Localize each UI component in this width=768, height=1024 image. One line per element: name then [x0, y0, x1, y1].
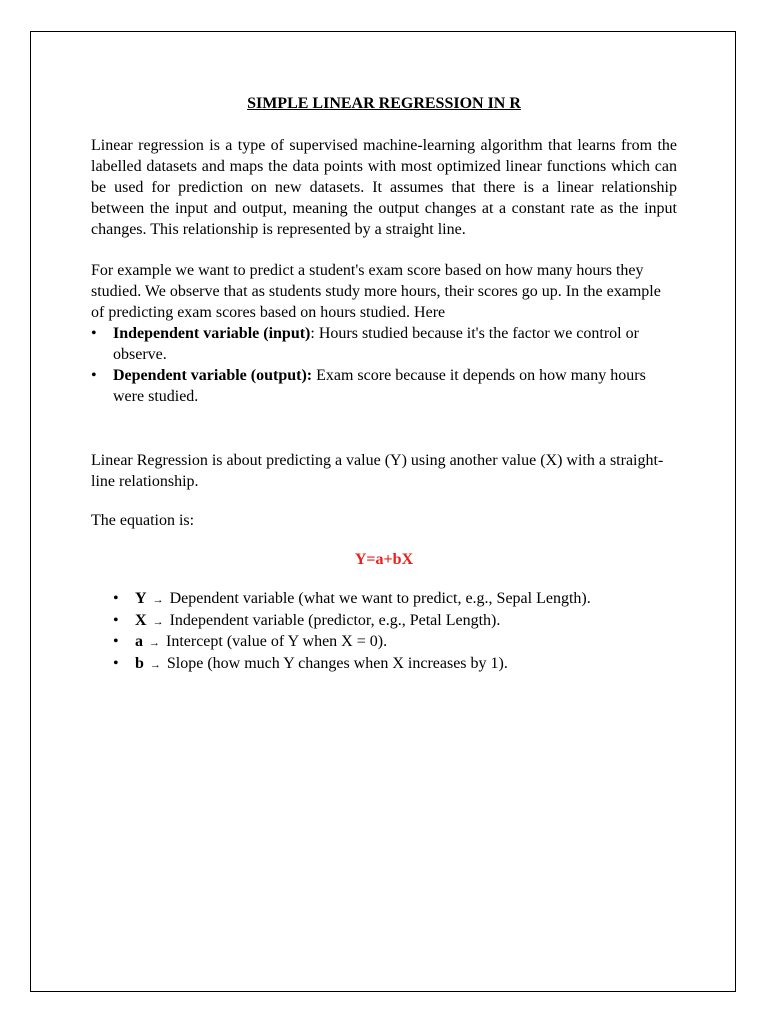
variable-description: Hours studied because it's the factor we control or observe. — [113, 325, 639, 363]
list-item — [91, 589, 677, 611]
bullet-icon: • — [113, 633, 119, 650]
variable-separator: : — [310, 325, 319, 342]
equation: Y=a+bX — [354, 551, 414, 568]
right-arrow-icon: → — [149, 637, 160, 649]
list-item — [91, 323, 677, 365]
bullet-icon: • — [113, 590, 119, 607]
variable-term: Independent variable (input) — [113, 325, 311, 342]
list-item — [91, 611, 677, 633]
definition-description: Intercept (value of Y when X = 0). — [166, 633, 388, 650]
definition-list — [91, 589, 677, 675]
example-paragraph: For example we want to predict a student's exam score based on how many hours they studied. We observe that as students study more hours, their scores go up. In the example of predicting exam scores based on hours studied. Here — [91, 262, 661, 321]
definition-description: Slope (how much Y changes when X increases by 1). — [166, 654, 508, 672]
variable-term: Dependent variable (output): — [113, 367, 313, 384]
intro-paragraph: Linear regression is a type of supervised machine-learning algorithm that learns from the labelled datasets and maps the data points with most optimized linear functions which can be used for prediction on new datasets. It assumes that there is a linear relationship between the input and output, meaning the output changes at a constant rate as the input changes. This relationship is represented by a straight line. — [91, 137, 677, 238]
variable-list — [91, 323, 677, 407]
list-item — [91, 632, 677, 654]
definition-symbol: a — [135, 633, 143, 650]
right-arrow-icon: → — [152, 594, 164, 606]
bullet-icon: • — [113, 654, 119, 672]
definition-description: Dependent variable (what we want to predict, e.g., Sepal Length). — [169, 590, 591, 607]
bullet-icon: • — [91, 367, 97, 384]
equation-intro: The equation is: — [91, 512, 195, 529]
page-title: SIMPLE LINEAR REGRESSION IN R — [247, 95, 521, 112]
document-body — [91, 93, 677, 675]
right-arrow-icon: → — [149, 658, 161, 671]
bullet-icon: • — [113, 611, 119, 629]
definition-symbol: Y — [135, 590, 147, 607]
bullet-icon: • — [91, 325, 97, 342]
variable-description: Exam score because it depends on how many hours were studied. — [113, 367, 646, 405]
definition-description: Independent variable (predictor, e.g., Petal Length). — [169, 611, 501, 629]
right-arrow-icon: → — [152, 615, 164, 628]
list-item — [91, 654, 677, 676]
definition-symbol: b — [135, 654, 144, 672]
definition-symbol: X — [135, 611, 147, 629]
regression-paragraph: Linear Regression is about predicting a value (Y) using another value (X) with a straight-line relationship. — [91, 452, 664, 490]
list-item — [91, 365, 677, 407]
